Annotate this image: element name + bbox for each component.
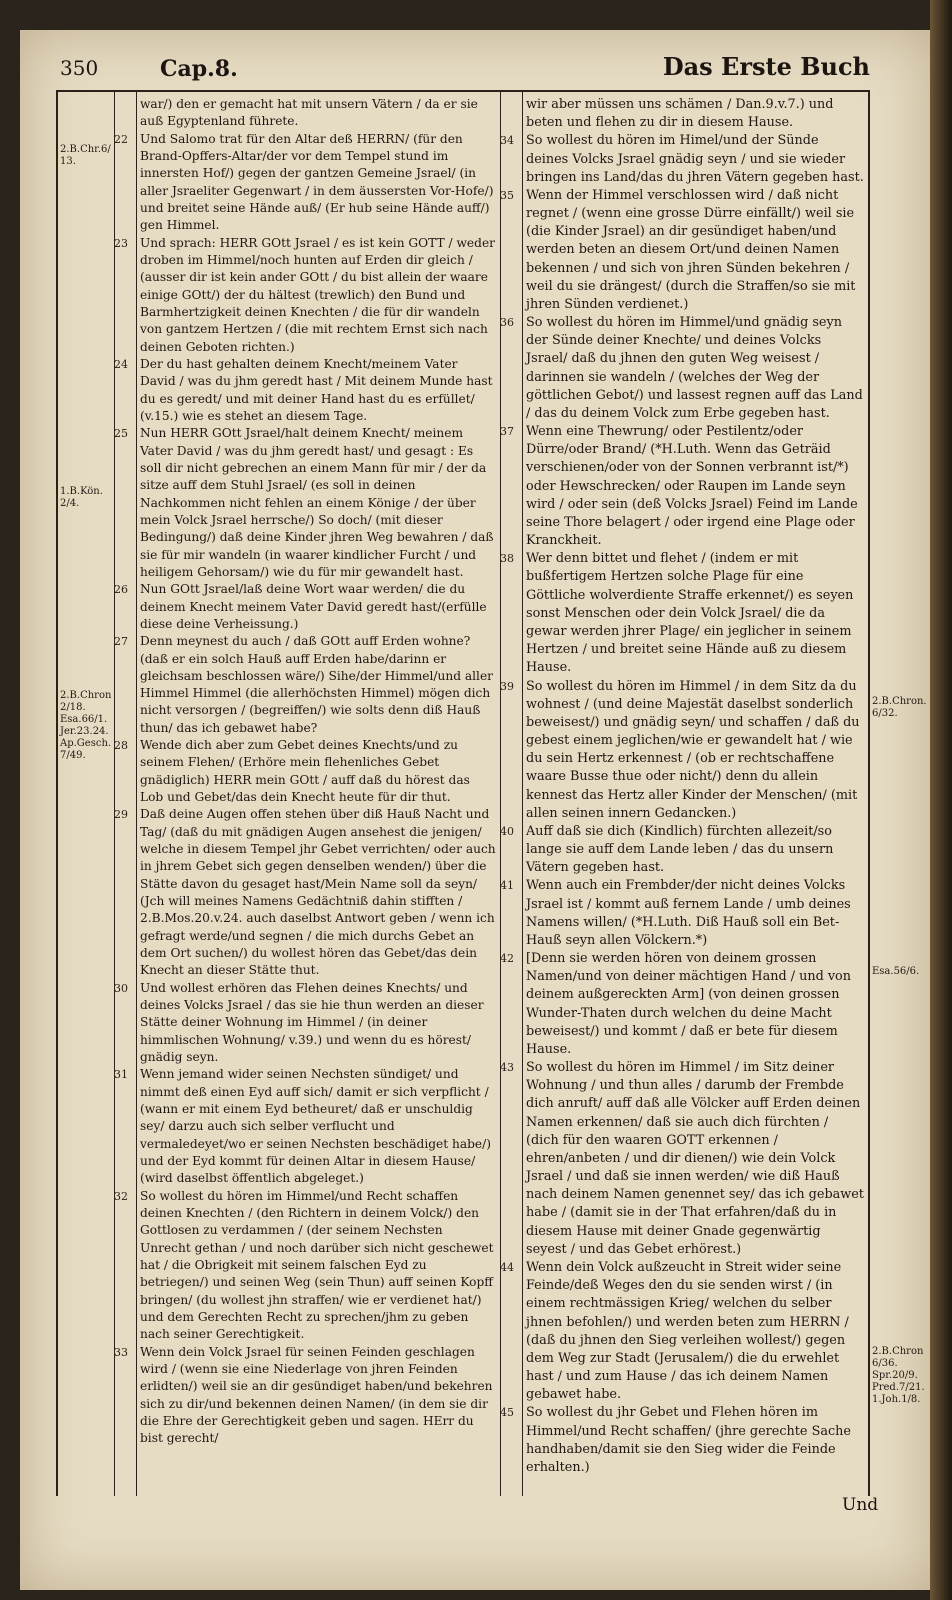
verse xyxy=(114,235,496,356)
verse-number: 39 xyxy=(500,679,514,693)
verse xyxy=(500,823,864,878)
verse-number: 24 xyxy=(114,357,128,371)
verse-number: 36 xyxy=(500,316,514,330)
verse-text: Wenn dein Volck Jsrael für seinen Feinden geschlagen wird / (wenn sie eine Niederlage von jhren Feinden erlidten/) weil sie an dir gesündiget haben/und bekehren sich zu dir/und bekennen deinen Namen/ (in dem sie dir die Ehre der Gerechtigkeit geben und sagen. HErr du bist gerecht/ xyxy=(140,1344,493,1446)
margin-ref: 2.B.Chron 2/18. Esa.66/1. Jer.23.24. Ap.Gesch. 7/49. xyxy=(60,690,112,761)
verse-text: Wer denn bittet und flehet / (indem er mit bußfertigem Hertzen solche Plage für eine Göttliche wolverdiente Straffe erkennet/) es seyen sonst Menschen oder dein Volck Jsrael/ die da gewar werden jhrer Plage/ ein jeglicher in seinem Hertzen / und breitet seine Hände auß zu diesem Hause. xyxy=(526,551,854,676)
right-outer-rule xyxy=(868,90,870,1496)
verse-text: war/) den er gemacht hat mit unsern Vätern / da er sie auß Egyptenland führete. xyxy=(140,97,478,129)
page-number: 350 xyxy=(60,56,99,80)
left-column xyxy=(114,96,496,1448)
verse-number: 27 xyxy=(114,635,128,649)
verse-text: Denn meynest du auch / daß GOtt auff Erden wohne? (daß er ein solch Hauß auff Erden habe/darinn er gleichsam beschlossen wäre/) Sihe/der Himmel/und aller Himmel Himmel (die allerhöchsten Himmel) mögen dich nicht versorgen / (begreiffen/) wie solts denn diß Hauß thun/ das ich gebawet habe? xyxy=(140,634,493,735)
margin-ref: 2.B.Chron 6/36. Spr.20/9. Pred.7/21. 1.Joh.1/8. xyxy=(872,1346,925,1405)
verse-text: So wollest du hören im Himel/und der Sünde deines Volcks Jsrael gnädig seyn / und sie wieder bringen ins Land/das du jhren Vätern gegeben hast. xyxy=(526,133,864,185)
verse-number: 33 xyxy=(114,1345,128,1359)
verse-text: Wenn eine Thewrung/ oder Pestilentz/oder Dürre/oder Brand/ (*H.Luth. Wenn das Geträid verschienen/oder von der Sonnen verbrannt ist/*) oder Hewschrecken/ oder Raupen im Lande seyn wird / oder sein (deß Volcks Jsrael) Feind im Lande seine Thore belagert / oder irgend eine Plage oder Kranckheit. xyxy=(526,424,858,549)
verse-number: 41 xyxy=(500,879,514,893)
verse-number: 28 xyxy=(114,739,128,753)
book-edge xyxy=(930,0,952,1600)
verse-number: 38 xyxy=(500,552,514,566)
verse-text: Wenn dein Volck außzeucht in Streit wider seine Feinde/deß Weges den du sie senden wirst / (in einem rechtmässigen Krieg/ welchen du selber jhnen befohlen/) und werden beten zum HERRN / (daß du jhnen den Sieg verleihen wollest/) gegen dem Weg zur Stadt (Jerusalem/) die du erwehlet hast / und zum Hause / das ich deinem Namen gebawet habe. xyxy=(526,1260,849,1403)
verse-text: Und sprach: HERR GOtt Jsrael / es ist kein GOTT / weder droben im Himmel/noch hunten auf Erden dir gleich / (ausser dir ist kein ander GOtt / du bist allein der waare einige GOtt/) der du hältest (trewlich) den Bund und Barmhertzigkeit deinen Knechten / die für dir wandeln von gantzem Hertzen / (die mit rechtem Ernst sich nach deinen Geboten richten.) xyxy=(140,235,495,354)
verse-number: 40 xyxy=(500,824,514,838)
verse xyxy=(114,1188,496,1344)
verse xyxy=(114,356,496,425)
verse-number: 34 xyxy=(500,134,514,148)
verse xyxy=(114,131,496,235)
verse-text: Wenn jemand wider seinen Nechsten sündiget/ und nimmt deß einen Eyd auff sich/ damit er sich verpflicht / (wann er mit einem Eyd betheuret/ daß er unschuldig sey/ darzu auch sich selber verflucht und vermaledeyet/wo er seinen Nechsten beschädiget habe/) und der Eyd kommt für deinen Altar in diesem Hause/ (wird daselbst öffentlich abgeleget.) xyxy=(140,1067,492,1186)
verse xyxy=(114,806,496,979)
verse-text: So wollest du hören im Himmel / in dem Sitz da du wohnest / (und deine Majestät daselbst sonderlich beweisest/) und gnädig seyn/ und schaffen / daß du gebest einem jeglichen/wie er gewandelt hat / wie du sein Hertz erkennest / (ob er rechtschaffene waare Busse thue oder nicht/) denn du allein kennest das Hertz aller Kinder der Menschen/ (mit allen seinen innern Gedancken.) xyxy=(526,678,860,821)
verse-number: 45 xyxy=(500,1406,514,1420)
header-rule xyxy=(56,90,870,92)
verse xyxy=(140,96,496,131)
verse-number: 22 xyxy=(114,132,128,146)
verse xyxy=(526,96,864,132)
margin-ref: 2.B.Chr.6/ 13. xyxy=(60,144,111,167)
verse-number: 25 xyxy=(114,427,128,441)
right-column xyxy=(500,96,864,1477)
verse-text: Und wollest erhören das Flehen deines Knechts/ und deines Volcks Jsrael / das sie hie thun werden an dieser Stätte deiner Wohnung im Himmel / (in deiner himmlischen Wohnung/ v.39.) und wenn du es hörest/ gnädig seyn. xyxy=(140,980,484,1065)
verse-number: 26 xyxy=(114,583,128,597)
verse-text: So wollest du hören im Himmel/und Recht schaffen deinen Knechten / (den Richtern in deinem Volck/) den Gottlosen zu verdammen / (der seinem Nechsten Unrecht gethan / und noch darüber sich nicht geschewet hat / die Obrigkeit mit seinem falschen Eyd zu betriegen/) und seinen Weg (sein Thun) auff seinen Kopff bringen/ (du wollest jhn straffen/ wie er verdienet hat/) und dem Gerechten Recht zu sprechen/jhm zu geben nach seiner Gerechtigkeit. xyxy=(140,1188,494,1342)
verse xyxy=(500,187,864,314)
verse-text: Wende dich aber zum Gebet deines Knechts/und zu seinem Flehen/ (Erhöre mein flehenliches Gebet gnädiglich) HERR mein GOtt / auff daß du hörest das Lob und Gebet/das dein Knecht heute für dir thut. xyxy=(140,738,470,805)
margin-ref: Esa.56/6. xyxy=(872,966,920,977)
left-margin-rule xyxy=(114,90,115,1496)
verse xyxy=(500,877,864,950)
verse xyxy=(500,1259,864,1404)
verse-number: 43 xyxy=(500,1061,514,1075)
verse xyxy=(500,132,864,187)
margin-ref: 1.B.Kön. 2/4. xyxy=(60,486,103,509)
verse-number: 32 xyxy=(114,1189,128,1203)
center-rule xyxy=(500,90,501,1496)
verse-number: 37 xyxy=(500,425,514,439)
verse-number: 30 xyxy=(114,981,128,995)
verse-number: 31 xyxy=(114,1068,128,1082)
verse-text: Und Salomo trat für den Altar deß HERRN/ (für den Brand-Opffers-Altar/der vor dem Tempel stund im innersten Hof/) gegen der gantzen Gemeine Jsrael/ (in aller Jsraeliter Gegenwart / in dem äussersten Vor-Hofe/) und breitet seine Hände auß/ (Er hub seine Hände auff/) gen Himmel. xyxy=(140,131,494,233)
verse-text: wir aber müssen uns schämen / Dan.9.v.7.) und beten und flehen zu dir in diesem Hause. xyxy=(526,97,834,131)
left-number-rule xyxy=(136,90,137,1496)
verse-text: So wollest du jhr Gebet und Flehen hören im Himmel/und Recht schaffen/ (jhre gerechte Sache handhaben/damit sie den Sieg wider die Feinde erhalten.) xyxy=(526,1405,851,1475)
verse xyxy=(114,1344,496,1448)
verse-text: Auff daß sie dich (Kindlich) fürchten allezeit/so lange sie auff dem Lande leben / das du unsern Vätern gegeben hast. xyxy=(526,823,834,876)
verse-text: Der du hast gehalten deinem Knecht/meinem Vater David / was du jhm geredt hast / Mit deinem Munde hast du es geredt/ und mit deiner Hand hast du es erfüllet/ (v.15.) wie es stehet an diesem Tage. xyxy=(140,356,493,423)
verse xyxy=(500,423,864,550)
verse-text: Nun HERR GOtt Jsrael/halt deinem Knecht/ meinem Vater David / was du jhm geredt hast/ und gesagt : Es soll dir nicht gebrechen an einem Mann für mir / der da sitze auff dem Stuhl Jsrael/ (es soll in deinen Nachkommen nicht fehlen an einem Könige / der über mein Volck Jsrael herrsche/) So doch/ (mit dieser Bedingung/) daß deine Kinder jhren Weg bewahren / daß sie für mir wandeln (in waarer kindlicher Furcht / und heiligem Gehorsam/) wie du für mir gewandelt hast. xyxy=(140,426,494,579)
verse xyxy=(500,678,864,823)
verse xyxy=(114,633,496,737)
verse xyxy=(114,737,496,806)
verse-number: 44 xyxy=(500,1261,514,1274)
verse xyxy=(500,950,864,1059)
verse-text: Wenn der Himmel verschlossen wird / daß nicht regnet / (wenn eine grosse Dürre einfällt/) weil sie (die Kinder Jsrael) an dir gesündiget haben/und werden beten an diesem Ort/und deinen Namen bekennen / und sich von jhren Sünden bekehren / weil du sie drängest/ (durch die Straffen/so sie mit jhren Sünden verdienet.) xyxy=(526,187,856,312)
verse-text: Wenn auch ein Frembder/der nicht deines Volcks Jsrael ist / kommt auß fernem Lande / umb deines Namens willen/ (*H.Luth. Diß Hauß soll ein Bet-Hauß seyn allen Völckern.*) xyxy=(526,878,851,948)
verse-number: 29 xyxy=(114,808,128,822)
left-outer-rule xyxy=(56,90,58,1496)
verse-number: 23 xyxy=(114,236,128,250)
running-header xyxy=(60,50,870,90)
margin-ref: 2.B.Chron. 6/32. xyxy=(872,696,927,719)
verse xyxy=(500,550,864,677)
verse xyxy=(114,425,496,581)
catchword: Und xyxy=(842,1495,879,1515)
verse xyxy=(500,1404,864,1477)
verse-number: 35 xyxy=(500,188,514,202)
verse-text: So wollest du hören im Himmel/und gnädig seyn der Sünde deiner Knechte/ und deines Volcks Jsrael/ daß du jhnen den guten Weg weisest / darinnen sie wandeln / (welches der Weg der göttlichen Gebot/) und lassest regnen auff das Land / das du deinem Volck zum Erbe gegeben hast. xyxy=(526,315,863,421)
chapter-label: Cap.8. xyxy=(160,56,238,82)
center-number-rule xyxy=(522,90,523,1496)
verse-number: 42 xyxy=(500,952,514,966)
verse-text: [Denn sie werden hören von deinem grossen Namen/und von deiner mächtigen Hand / und von deinem außgereckten Arm] (von deinen grossen Wunder-Thaten durch welchen du deine Macht beweisest/) und kommt / daß er bete für diesem Hause. xyxy=(526,951,852,1057)
verse-text: Daß deine Augen offen stehen über diß Hauß Nacht und Tag/ (daß du mit gnädigen Augen ansehest die jenigen/ welche in diesem Tempel jhr Gebet verrichten/ oder auch in jhrem Gebet sich gegen denselben wenden/) über die Stätte davon du gesaget hast/Mein Name soll da seyn/ (Jch will meines Namens Gedächtniß dahin stifften / 2.B.Mos.20.v.24. auch daselbst Antwort geben / wenn ich gefragt werde/und segnen / die mich durchs Gebet an dem Ort suchen/) du wollest hören das Gebet/das dein Knecht an dieser Stätte thut. xyxy=(140,807,496,978)
verse xyxy=(114,980,496,1067)
verse xyxy=(114,1066,496,1187)
verse-text: So wollest du hören im Himmel / im Sitz deiner Wohnung / und thun alles / darumb der Frembde dich anruft/ auff daß alle Völcker auff Erden deinen Namen erkennen/ daß sie auch dich fürchten / (dich für den waaren GOTT erkennen / ehren/anbeten / und dir dienen/) wie dein Volck Jsrael / und daß sie innen werden/ wie diß Hauß nach deinem Namen genennet sey/ das ich gebawet habe / (damit sie in der That erfahren/daß du in diesem Hause mit deiner Gnade gegenwärtig seyest / und das Gebet erhörest.) xyxy=(526,1060,864,1257)
verse-text: Nun GOtt Jsrael/laß deine Wort waar werden/ die du deinem Knecht meinem Vater David geredt hast/(erfülle diese deine Verheissung.) xyxy=(140,582,487,631)
book-title: Das Erste Buch xyxy=(662,52,870,81)
verse xyxy=(500,1059,864,1259)
verse xyxy=(114,581,496,633)
verse xyxy=(500,314,864,423)
